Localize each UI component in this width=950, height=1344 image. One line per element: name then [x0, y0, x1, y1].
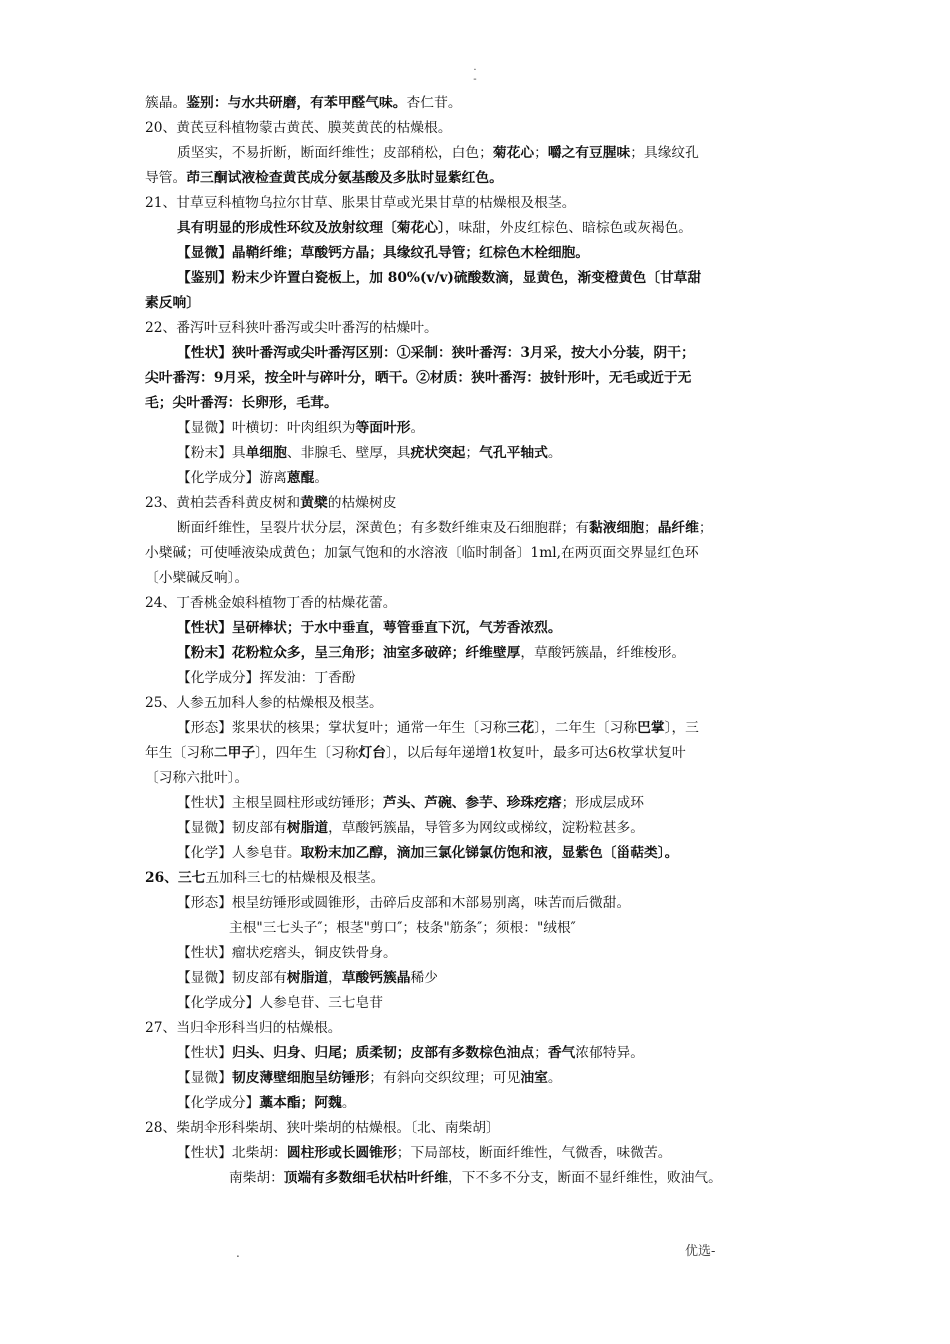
- bold-text-segment: 树脂道: [286, 970, 329, 986]
- text-segment: 质坚实，不易折断，断面纤维性；皮部稍松，白色；: [177, 145, 493, 161]
- text-line: [0, 169, 950, 187]
- text-segment: 【性状】瘤状疙瘩头，铜皮铁骨身。: [177, 945, 397, 961]
- bold-text-segment: 具有明显的形成性环纹及放射纹理〔菊花心〕: [177, 220, 445, 236]
- text-line: [0, 744, 950, 762]
- text-segment: 【显微】叶横切：叶肉组织为: [177, 420, 356, 436]
- text-segment: 断面纤维性，呈裂片状分层，深黄色；有多数纤维束及石细胞群；有: [177, 520, 590, 536]
- text-segment: 【性状】北柴胡：: [177, 1145, 287, 1161]
- text-segment: 【形态】浆果状的核果；掌状复叶；通常一年生〔习称: [177, 720, 507, 736]
- text-segment: 〕，三: [664, 720, 699, 736]
- bold-text-segment: 单细胞: [245, 445, 287, 461]
- text-line: [0, 794, 950, 812]
- text-line: [0, 1094, 950, 1112]
- bold-text-segment: 茚三酮试液检查黄芪成分氨基酸及多肽时显紫红色。: [186, 170, 503, 186]
- text-segment: 【形态】根呈纺锤形或圆锥形，击碎后皮部和木部易别离，味苦而后微甜。: [177, 895, 631, 911]
- text-line: [0, 494, 950, 512]
- text-line: [0, 719, 950, 737]
- text-line: [0, 319, 950, 337]
- bold-text-segment: 油室: [520, 1070, 548, 1086]
- header-mark: .: [473, 62, 477, 73]
- bold-text-segment: 【鉴别】粉末少许置白瓷板上，加 80%(v/v)硫酸数滴，显黄色，渐变橙黄色〔甘草甜: [177, 270, 702, 286]
- text-segment: 。: [410, 420, 425, 436]
- text-segment: ；下局部枝，断面纤维性，气微香，味微苦。: [396, 1145, 672, 1161]
- text-segment: 〕，以后每年递增1枚复叶，最多可达6枚掌状复叶: [385, 745, 686, 761]
- text-segment: ；: [534, 1045, 548, 1061]
- text-segment: 。: [547, 445, 562, 461]
- text-segment: 【显微】韧皮部有: [177, 970, 287, 986]
- text-line: [0, 1169, 950, 1187]
- bold-text-segment: 【性状】呈研棒状；于水中垂直，萼管垂直下沉，气芳香浓烈。: [177, 620, 562, 636]
- text-segment: 【显微】: [177, 1070, 232, 1086]
- text-segment: 【显微】韧皮部有: [177, 820, 287, 836]
- text-line: [0, 1119, 950, 1137]
- bold-text-segment: 顶端有多数细毛状枯叶纤维: [283, 1170, 449, 1186]
- text-line: [0, 944, 950, 962]
- text-segment: 【粉末】具: [177, 445, 246, 461]
- text-segment: 23、黄柏芸香科黄皮树和: [145, 495, 301, 511]
- text-segment: 【化学】人参皂苷。: [177, 845, 301, 861]
- text-segment: 【化学成分】: [177, 1095, 260, 1111]
- text-line: [0, 894, 950, 912]
- text-segment: ，下不多不分支，断面不显纤维性，败油气。: [448, 1170, 722, 1186]
- text-segment: 28、柴胡伞形科柴胡、狭叶柴胡的枯燥根。〔北、南柴胡〕: [145, 1120, 500, 1136]
- text-line: [0, 1069, 950, 1087]
- text-line: [0, 369, 950, 387]
- text-segment: 【化学成分】挥发油：丁香酚: [177, 670, 356, 686]
- text-line: [0, 669, 950, 687]
- bold-text-segment: 【显微】晶鞘纤维；草酸钙方晶；具缘纹孔导管；红棕色木栓细胞。: [177, 245, 590, 261]
- bold-text-segment: 香气: [547, 1045, 576, 1061]
- text-segment: 小檗碱；可使唾液染成黄色；加氯气饱和的水溶液〔临时制备〕1ml,在两页面交界显红色环: [145, 545, 699, 561]
- bold-text-segment: 二甲子: [213, 745, 256, 761]
- text-segment: 〕，二年生〔习称: [534, 720, 638, 736]
- text-segment: 。: [314, 470, 329, 486]
- text-segment: ；: [465, 445, 480, 461]
- text-segment: ，味甜，外皮红棕色、暗棕色或灰褐色。: [444, 220, 693, 236]
- bold-text-segment: 疣状突起: [410, 445, 466, 461]
- text-line: [0, 244, 950, 262]
- text-segment: 、非腺毛、壁厚，具: [286, 445, 411, 461]
- text-segment: 。: [341, 1095, 356, 1111]
- text-segment: 杏仁苷。: [406, 95, 462, 111]
- bold-text-segment: 【粉末】花粉粒众多，呈三角形；油室多破碎；纤维壁厚: [177, 645, 521, 661]
- text-line: [0, 1019, 950, 1037]
- text-line: [0, 194, 950, 212]
- text-line: [0, 94, 950, 112]
- text-line: [0, 1044, 950, 1062]
- text-segment: 21、甘草豆科植物乌拉尔甘草、胀果甘草或光果甘草的枯燥根及根茎。: [145, 195, 576, 211]
- bold-text-segment: 树脂道: [286, 820, 329, 836]
- text-segment: ；形成层成环: [561, 795, 644, 811]
- text-segment: 导管。: [145, 170, 187, 186]
- text-line: [0, 119, 950, 137]
- bold-text-segment: 归头、归身、归尾；质柔韧；皮部有多数棕色油点: [231, 1045, 535, 1061]
- bold-text-segment: 圆柱形或长圆锥形: [286, 1145, 397, 1161]
- bold-text-segment: 素反响〕: [145, 295, 201, 311]
- text-segment: 〔小檗碱反响〕。: [145, 570, 249, 586]
- text-segment: 20、黄芪豆科植物蒙古黄芪、膜荚黄芪的枯燥根。: [145, 120, 452, 136]
- bold-text-segment: 鉴别：与水共研磨，有苯甲醛气味。: [186, 95, 407, 111]
- text-line: [0, 294, 950, 312]
- text-segment: ，草酸钙簇晶，导管多为网纹或梯纹，淀粉粒甚多。: [328, 820, 644, 836]
- text-line: [0, 619, 950, 637]
- bold-text-segment: 菊花心: [492, 145, 535, 161]
- text-line: [0, 844, 950, 862]
- text-segment: 〔习称六批叶〕。: [145, 770, 249, 786]
- text-line: [0, 769, 950, 787]
- text-segment: 的枯燥树皮: [327, 495, 397, 511]
- bold-text-segment: 气孔平轴式: [479, 445, 548, 461]
- text-segment: 稀少: [410, 970, 438, 986]
- text-segment: 【性状】主根呈圆柱形或纺锤形；: [177, 795, 384, 811]
- bold-text-segment: 灯台: [358, 745, 386, 761]
- text-line: [0, 644, 950, 662]
- text-line: [0, 544, 950, 562]
- bold-text-segment: 尖叶番泻：9月采，按全叶与碎叶分，晒干。②材质：狭叶番泻：披针形叶，无毛或近于无: [145, 370, 692, 386]
- text-segment: ；: [534, 145, 548, 161]
- bold-text-segment: 韧皮薄壁细胞呈纺锤形: [231, 1070, 370, 1086]
- bold-text-segment: 蒽醌: [286, 470, 315, 486]
- text-line: [0, 919, 950, 937]
- text-segment: 22、番泻叶豆科狭叶番泻或尖叶番泻的枯燥叶。: [145, 320, 438, 336]
- text-line: [0, 419, 950, 437]
- bold-text-segment: 黏液细胞: [589, 520, 644, 536]
- text-line: [0, 219, 950, 237]
- text-line: [0, 819, 950, 837]
- text-line: [0, 519, 950, 537]
- text-line: [0, 994, 950, 1012]
- text-segment: 年生〔习称: [145, 745, 214, 761]
- text-segment: 五加科三七的枯燥根及根茎。: [205, 870, 385, 886]
- text-segment: 主根"三七头子″；根茎"剪口″；枝条"筋条″；须根："绒根″: [229, 920, 576, 936]
- text-segment: 〕，四年生〔习称: [255, 745, 359, 761]
- text-segment: 南柴胡：: [229, 1170, 284, 1186]
- text-segment: 25、人参五加科人参的枯燥根及根茎。: [145, 695, 383, 711]
- text-segment: 27、当归伞形科当归的枯燥根。: [145, 1020, 342, 1036]
- text-segment: 【化学成分】人参皂苷、三七皂苷: [177, 995, 384, 1011]
- text-segment: 【化学成分】游离: [177, 470, 287, 486]
- text-line: [0, 444, 950, 462]
- bold-text-segment: 毛；尖叶番泻：长卵形，毛茸。: [145, 395, 338, 411]
- text-line: [0, 269, 950, 287]
- text-segment: ；有斜向交织纹理；可见: [369, 1070, 521, 1086]
- text-line: [0, 394, 950, 412]
- bold-text-segment: 26、三七: [145, 870, 206, 886]
- text-line: [0, 594, 950, 612]
- bold-text-segment: 藁本酯；阿魏: [259, 1095, 342, 1111]
- bold-text-segment: 取粉末加乙醇，滴加三氯化锑氯仿饱和液，显紫色〔甾萜类〕。: [300, 845, 679, 861]
- footer-text: 优选-: [685, 1244, 716, 1259]
- text-line: [0, 969, 950, 987]
- bold-text-segment: 嚼之有豆腥味: [547, 145, 631, 161]
- text-segment: ，草酸钙簇晶，纤维梭形。: [520, 645, 686, 661]
- bold-text-segment: 三花: [506, 720, 535, 736]
- bold-text-segment: 【性状】狭叶番泻或尖叶番泻区别：①采制：狭叶番泻：3月采，按大小分装，阴干；: [177, 345, 695, 361]
- text-line: [0, 144, 950, 162]
- text-segment: 【性状】: [177, 1045, 232, 1061]
- text-line: [0, 469, 950, 487]
- text-segment: ；: [643, 520, 658, 536]
- text-segment: ，: [328, 970, 342, 986]
- bold-text-segment: 巴掌: [637, 720, 665, 736]
- bold-text-segment: 黄檗: [300, 495, 328, 511]
- bold-text-segment: 芦头、芦碗、参芋、珍珠疙瘩: [383, 795, 562, 811]
- text-line: [0, 344, 950, 362]
- text-segment: ；: [698, 520, 713, 536]
- bold-text-segment: 晶纤维: [657, 520, 699, 536]
- text-line: [0, 694, 950, 712]
- text-segment: 浓郁特异。: [575, 1045, 644, 1061]
- text-segment: ；具缘纹孔: [630, 145, 699, 161]
- text-line: [0, 569, 950, 587]
- text-segment: 。: [547, 1070, 562, 1086]
- text-segment: 24、丁香桃金娘科植物丁香的枯燥花蕾。: [145, 595, 397, 611]
- bold-text-segment: 草酸钙簇晶: [341, 970, 411, 986]
- footer-dot: .: [236, 1246, 240, 1260]
- header-mark: -: [473, 74, 477, 85]
- bold-text-segment: 等面叶形: [355, 420, 411, 436]
- text-line: [0, 869, 950, 887]
- text-line: [0, 1144, 950, 1162]
- text-segment: 簇晶。: [145, 95, 187, 111]
